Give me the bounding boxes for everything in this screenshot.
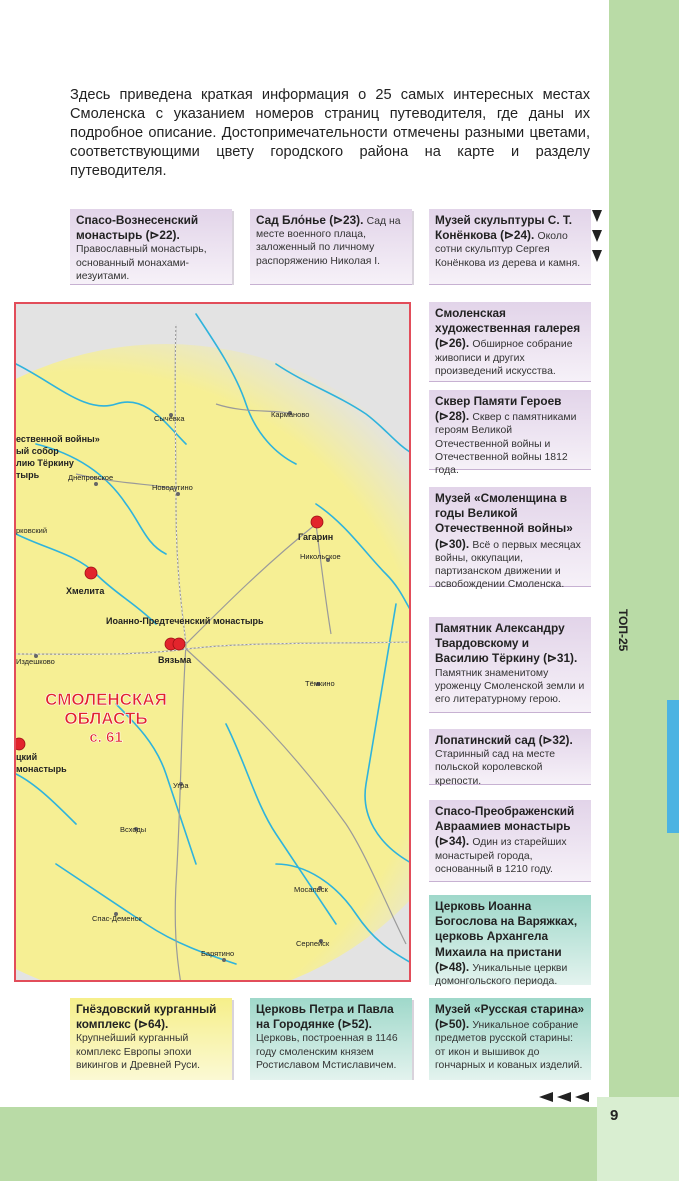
- svg-text:с. 61: с. 61: [89, 729, 123, 746]
- right-margin-strip: [609, 0, 679, 1181]
- card-tvardovsky-monument[interactable]: [429, 617, 591, 713]
- region-map[interactable]: [14, 302, 411, 982]
- section-color-tab: [667, 700, 679, 833]
- card-title: Смоленская художественная галерея (⊳26).: [435, 306, 581, 351]
- card-title: Музей «Смоленщина в годы Великой Отечественной войны» (⊳30).: [435, 491, 573, 551]
- map-label-gagarin: Гагарин: [298, 532, 334, 542]
- map-label-edge-2: ый собор: [16, 446, 59, 456]
- intro-paragraph: Здесь приведена краткая информация о 25 самых интересных местах Смоленска с указанием номеров страниц путеводителя, где даны их подробное описание. Достопримечательности отмечены разными цветами, соответствующими цвету городского района на карте и разделу путеводителя.: [70, 87, 590, 179]
- card-title: Церковь Петра и Павла на Городянке (⊳52).: [256, 1002, 394, 1032]
- card-russkaya-starina[interactable]: [429, 998, 591, 1080]
- map-label-edge-4: тырь: [16, 470, 40, 480]
- card-title: Памятник Александру Твардовскому и Василию Тёркину (⊳31).: [435, 621, 578, 666]
- card-desc: Старинный сад на месте польской королевской крепости.: [435, 749, 556, 787]
- card-peter-paul-church[interactable]: [250, 998, 412, 1080]
- map-label-temkino: Тёмкино: [305, 679, 335, 688]
- map-label-khmelita: Хмелита: [66, 586, 105, 596]
- card-konenkov-museum[interactable]: [429, 209, 591, 285]
- map-drawing: [16, 304, 411, 982]
- card-edge: [412, 1000, 414, 1080]
- card-desc: Всё о первых месяцах войны, оккупации, партизанском движении и освобождении Смоленска.: [435, 539, 581, 591]
- card-desc: Обширное собрание живописи и других произведений искусства.: [435, 339, 573, 377]
- card-lopatinsky-garden[interactable]: [429, 729, 591, 785]
- map-label-ugra: Угра: [173, 781, 189, 790]
- card-title: Сад Бло́нье (⊳23).: [256, 213, 367, 227]
- map-label-edge-3: лию Тёркину: [16, 458, 74, 468]
- map-label-vyazma: Вязьма: [158, 655, 192, 665]
- card-title: Церковь Иоанна Богослова на Варяжках, церковь Архангела Михаила на пристани (⊳48).: [435, 899, 578, 974]
- card-heroes-square[interactable]: [429, 390, 591, 477]
- card-art-gallery[interactable]: [429, 302, 591, 382]
- card-avraamiev-monastery[interactable]: [429, 800, 591, 882]
- card-varyazhki-churches[interactable]: [429, 895, 591, 988]
- map-label-edge-6: цкий: [16, 752, 38, 762]
- map-label-novodugino: Новодугино: [152, 483, 193, 492]
- map-label-sychevka: Сычёвка: [154, 414, 185, 423]
- svg-text:СМОЛЕНСКАЯ: СМОЛЕНСКАЯ: [45, 690, 167, 709]
- map-label-edge-7: монастырь: [16, 764, 67, 774]
- svg-text:ОБЛАСТЬ: ОБЛАСТЬ: [64, 709, 148, 728]
- left-arrows-icon: [537, 1090, 593, 1104]
- card-sad-blonie[interactable]: [250, 209, 412, 285]
- map-label-karmanovo: Карманово: [271, 410, 310, 419]
- card-wwii-museum[interactable]: [429, 487, 591, 591]
- bottom-band: [0, 1107, 609, 1181]
- map-label-izdeshkovo: Издешково: [16, 657, 55, 666]
- card-desc: Уникальные церкви домонгольского периода.: [435, 962, 568, 988]
- card-desc: Сад на месте военного плаца, заложенный по личному распоряжению Николая I.: [256, 216, 401, 267]
- card-title: Спасо-Вознесенский монастырь (⊳22).: [76, 213, 199, 243]
- card-title: Лопатинский сад (⊳32).: [435, 733, 573, 747]
- card-title: Музей «Русская старина» (⊳50).: [435, 1002, 585, 1032]
- card-edge: [232, 1000, 234, 1080]
- map-label-serpeysk: Серпейск: [296, 939, 330, 948]
- card-title: Музей скульптуры С. Т. Конёнкова (⊳24).: [435, 213, 573, 243]
- card-desc: Около сотни скульптур Сергея Конёнкова из дерева и камня.: [435, 231, 581, 269]
- map-label-spas-demensk: Спас-Деменск: [92, 914, 142, 923]
- card-spaso-voznesensky[interactable]: [70, 209, 232, 285]
- card-desc: Крупнейший курганный комплекс Европы эпохи викингов и Древней Руси.: [76, 1033, 201, 1071]
- section-label: ТОП-25: [616, 609, 630, 652]
- card-desc: Православный монастырь, основанный монахами-иезуитами.: [76, 244, 207, 282]
- map-label-dneprovskoe: Днепровское: [68, 473, 114, 482]
- map-label-vskhody: Всходы: [120, 825, 147, 834]
- card-edge: [412, 211, 414, 285]
- map-label-baryatino: Барятино: [201, 949, 235, 958]
- map-label-nikolskoe: Никольское: [300, 552, 341, 561]
- map-label-edge-1: ественной войны»: [16, 434, 100, 444]
- card-desc: Памятник знаменитому уроженцу Смоленской земли и его литературному герою.: [435, 667, 585, 706]
- down-arrows-icon: [590, 208, 604, 268]
- card-desc: Церковь, построенная в 1146 году смоленским князем Ростиславом Мстиславичем.: [256, 1033, 398, 1071]
- card-edge: [232, 211, 234, 285]
- card-gnezdovo[interactable]: [70, 998, 232, 1080]
- map-label-mosalsk: Мосальск: [294, 885, 328, 894]
- card-title: Гнёздовский курганный комплекс (⊳64).: [76, 1002, 217, 1032]
- card-title: Сквер Памяти Героев (⊳28).: [435, 394, 562, 424]
- map-label-ioanno: Иоанно-Предтеченский монастырь: [106, 616, 264, 626]
- card-desc: Уникальное собрание предметов русской старины: от икон и вышивок до гончарных и кованых изделий.: [435, 1020, 583, 1071]
- card-desc: Сквер с памятниками героям Великой Отечественной войны и Отечественной войны 1812 года.: [435, 412, 577, 477]
- map-label-edge-5: рковский: [16, 526, 48, 535]
- card-title: Спасо-Преображенский Авраамиев монастырь (⊳34).: [435, 804, 575, 849]
- card-desc: Один из старейших монастырей города, основанный в 1210 году.: [435, 837, 567, 875]
- page-number: 9: [610, 1107, 619, 1124]
